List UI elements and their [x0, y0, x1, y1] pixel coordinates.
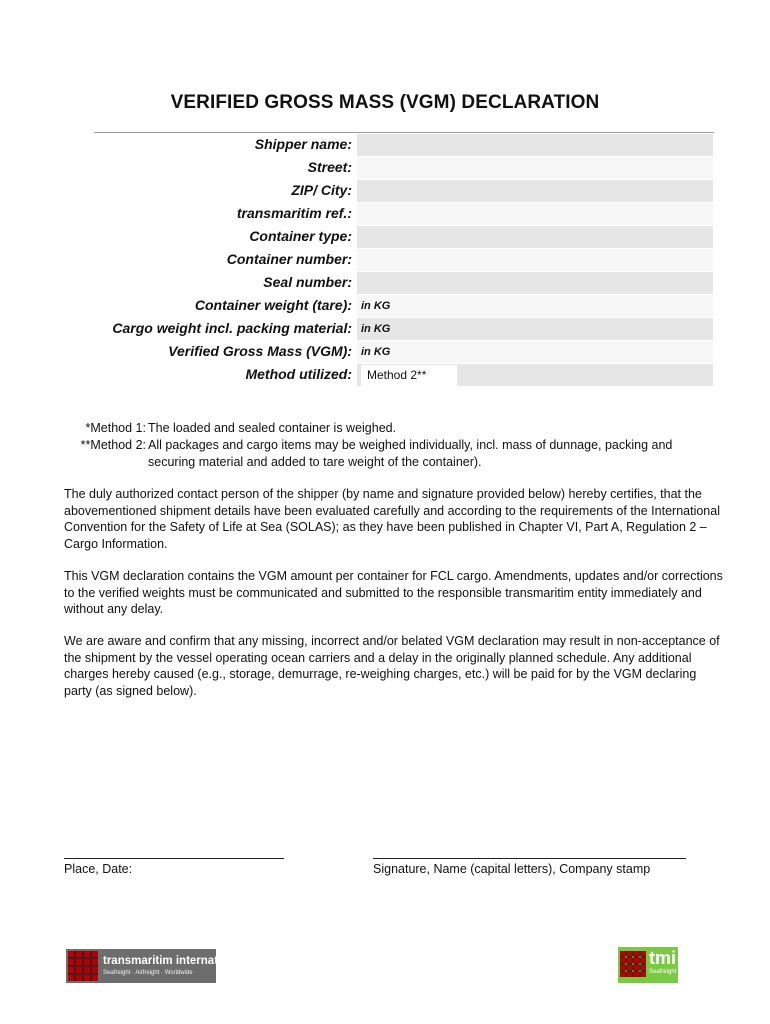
signature-label: Signature, Name (capital letters), Company stamp: [373, 862, 651, 876]
tmi-logo-name: tmi: [649, 948, 676, 968]
logo-grid-icon: [68, 951, 98, 981]
container-weight-label: Container weight (tare):: [194, 297, 352, 313]
form-row-container-type: [0, 226, 770, 248]
place-date-line: [64, 858, 284, 859]
transmaritim-logo-tagline: Seafreight · Airfreight · Worldwide: [103, 970, 193, 976]
form-row-shipper-name: [0, 134, 770, 156]
liability-paragraph: We are aware and confirm that any missing, incorrect and/or belated VGM declaration may result in non-acceptance of the shipment by the vessel operating ocean carriers and a delay in the originally planned schedule. Any additional charges hereby caused (e.g., storage, demurrage, re-weighing charges, etc.) will be paid for by the VGM declaring party (as signed below).: [64, 634, 720, 698]
transmaritim-ref-input[interactable]: [357, 203, 713, 225]
form-row-vgm: [0, 341, 770, 363]
amendments-paragraph: This VGM declaration contains the VGM amount per container for FCL cargo. Amendments, updates and/or corrections to the verified weights must be communicated and submitted to the responsible transmaritim entity immediately and without any delay.: [64, 569, 723, 616]
signature-line: [373, 858, 686, 859]
place-date-label: Place, Date:: [64, 862, 133, 876]
form-row-street: [0, 157, 770, 179]
form-row-container-weight: [0, 295, 770, 317]
form-row-transmaritim-ref: [0, 203, 770, 225]
form-row-cargo-weight: [0, 318, 770, 340]
tmi-logo: [618, 947, 678, 983]
zip-city-label: ZIP/ City:: [291, 182, 352, 198]
seal-number-input[interactable]: [357, 272, 713, 294]
method-note-key: **Method 2:: [80, 438, 146, 452]
container-number-input[interactable]: [357, 249, 713, 271]
container-type-label: Container type:: [249, 228, 352, 244]
method-note-text: The loaded and sealed container is weighed.: [148, 421, 397, 435]
method-note-text: All packages and cargo items may be weighed individually, incl. mass of dunnage, packing and securing material and added to tare weight of the container).: [148, 438, 673, 469]
document-title: VERIFIED GROSS MASS (VGM) DECLARATION: [170, 92, 600, 113]
zip-city-input[interactable]: [357, 180, 713, 202]
vgm-unit: in KG: [361, 346, 391, 358]
logo-grid-icon: [620, 951, 646, 977]
method-note-key: *Method 1:: [85, 421, 146, 435]
form-row-container-number: [0, 249, 770, 271]
shipper-name-input[interactable]: [357, 134, 713, 156]
seal-number-label: Seal number:: [263, 274, 352, 290]
street-label: Street:: [307, 159, 352, 175]
method-select[interactable]: Method 2**: [361, 365, 457, 386]
tmi-logo-tagline: Seafreight: [649, 969, 677, 975]
street-input[interactable]: [357, 157, 713, 179]
container-weight-input[interactable]: [357, 295, 713, 317]
vgm-label: Verified Gross Mass (VGM):: [168, 343, 352, 359]
cargo-weight-label: Cargo weight incl. packing material:: [112, 320, 352, 336]
cargo-weight-unit: in KG: [361, 323, 391, 335]
transmaritim-logo-name: transmaritim international: [103, 955, 245, 967]
vgm-input[interactable]: [357, 341, 713, 363]
form-row-zip-city: [0, 180, 770, 202]
transmaritim-logo: [66, 949, 245, 983]
container-type-input[interactable]: [357, 226, 713, 248]
certification-paragraph: The duly authorized contact person of the shipper (by name and signature provided below) hereby certifies, that the abovementioned shipment details have been evaluated carefully and according to the requirements of the International Convention for the Safety of Life at Sea (SOLAS); as they have been published in Chapter VI, Part A, Regulation 2 – Cargo Information.: [64, 487, 720, 551]
container-weight-unit: in KG: [361, 300, 391, 312]
form-row-seal-number: [0, 272, 770, 294]
transmaritim-ref-label: transmaritim ref.:: [236, 205, 352, 221]
cargo-weight-input[interactable]: [357, 318, 713, 340]
form-row-method: [0, 364, 770, 386]
shipper-name-label: Shipper name:: [254, 136, 352, 152]
method-label: Method utilized:: [245, 366, 352, 382]
title-divider: [94, 132, 714, 133]
container-number-label: Container number:: [226, 251, 352, 267]
